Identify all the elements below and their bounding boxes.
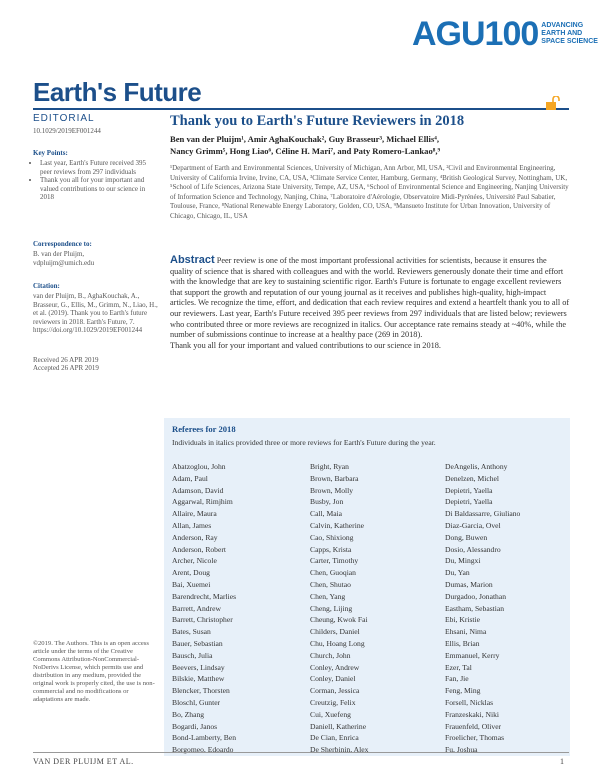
referee-name: Chen, Shutao [310, 579, 351, 589]
referee-name: Bates, Susan [172, 627, 211, 637]
referee-name: Conley, Daniel [310, 674, 356, 684]
page-number: 1 [560, 757, 564, 766]
referee-name: Calvin, Katherine [310, 520, 364, 530]
correspondence-heading: Correspondence to: [33, 240, 92, 248]
referee-name: Di Baldassarre, Giuliano [445, 509, 521, 519]
referee-name: Cao, Shixiong [310, 532, 354, 542]
referee-name: Abatzoglou, John [172, 462, 226, 471]
referee-name: Archer, Nicole [172, 556, 217, 566]
referee-name: Bilskie, Matthew [172, 674, 225, 684]
referees-column-2 [310, 461, 445, 756]
referee-name: Durgadoo, Jonathan [445, 591, 507, 601]
referee-name: Chen, Yang [310, 591, 346, 601]
referees-note: Individuals in italics provided three or more reviews for Earth's Future during the year. [172, 438, 436, 447]
referee-name: Bright, Ryan [310, 462, 349, 471]
referees-column-1 [172, 461, 307, 756]
abstract-label: Abstract [170, 254, 215, 266]
open-access-lock-icon [544, 96, 562, 110]
article-type: EDITORIAL [33, 113, 95, 124]
referee-name: De Sherbinin, Alex [310, 745, 369, 755]
referee-name: Du, Yan [445, 568, 470, 578]
referee-name: Fu, Joshua [445, 745, 478, 755]
key-points [33, 149, 158, 201]
referee-name: Adamson, David [172, 485, 224, 495]
citation [33, 282, 158, 334]
referee-name: Froelicher, Thomas [445, 733, 505, 743]
referee-name: Allaire, Maura [172, 509, 217, 519]
referee-name: Brown, Barbara [310, 473, 359, 483]
referee-name: Du, Mingxi [445, 556, 481, 566]
citation-heading: Citation: [33, 282, 60, 290]
referee-name: Beevers, Lindsay [172, 662, 225, 672]
referee-name: Call, Maia [310, 509, 343, 519]
key-point: • Last year, Earth's Future received 395 peer reviews from 297 individuals [40, 159, 158, 176]
referee-name: Feng, Ming [445, 686, 481, 696]
referee-name: Bond-Lamberty, Ben [172, 733, 237, 743]
referee-name: Adam, Paul [172, 473, 208, 483]
referee-name: Bauer, Sebastian [172, 638, 223, 648]
referee-name: Emmanuel, Kerry [445, 650, 500, 660]
referee-name: Diaz-Garcia, Ovel [445, 520, 501, 530]
referee-name: Aggarwal, Rimjhim [172, 497, 233, 507]
referee-name: Blencker, Thorsten [172, 686, 230, 696]
citation-text: van der Pluijm, B., AghaKouchak, A., Brasseur, G., Ellis, M., Grimm, N., Liao, H., et al. (2019). Thank you to Earth's future reviewers in 2018. Earth's Future, 7. https://doi.org/10.1029/2019EF001244 [33, 292, 158, 335]
referee-name: Daniell, Katherine [310, 721, 367, 731]
key-points-heading: Key Points: [33, 149, 68, 157]
referee-name: Conley, Andrew [310, 662, 360, 672]
accepted-date: Accepted 26 APR 2019 [33, 364, 99, 373]
header-rule [33, 108, 569, 110]
referee-name: Bloschl, Gunter [172, 697, 221, 707]
referee-name: Dosio, Alessandro [445, 544, 501, 554]
referee-name: Depietri, Yaella [445, 497, 493, 507]
correspondence-email[interactable]: vdpluijm@umich.edu [33, 258, 95, 267]
referee-name: Chu, Hoang Long [310, 638, 365, 648]
referee-name: Capps, Krista [310, 544, 352, 554]
logo-tagline: ADVANCING EARTH AND SPACE SCIENCE [541, 22, 598, 45]
referee-name: Ebi, Kristie [445, 615, 481, 625]
referee-name: Anderson, Robert [172, 544, 226, 554]
authors-line-1: Ben van der Pluijm¹, Amir AghaKouchak², Guy Brasseur³, Michael Ellis⁴, [170, 134, 440, 144]
referee-name: Corman, Jessica [310, 686, 360, 696]
referee-name: Barrett, Andrew [172, 603, 221, 613]
referee-name: Borgomeo, Edoardo [172, 745, 234, 755]
referee-name: Barrett, Christopher [172, 615, 233, 625]
logo-wordmark: AGU100 [412, 15, 539, 53]
footer-rule [33, 752, 569, 753]
referees-column-3 [445, 461, 580, 756]
received-date: Received 26 APR 2019 [33, 356, 99, 364]
referee-name: Allan, James [172, 520, 212, 530]
license-text: ©2019. The Authors. This is an open access article under the terms of the Creative Commons Attribution-NonCommercial-NoDerivs License, which permits use and distribution in any medium, provided the original work is properly cited, the use is non-commercial and no modifications or adaptations are made. [33, 640, 155, 703]
referee-name: Depietri, Yaella [445, 485, 493, 495]
referee-name: Fan, Jie [445, 674, 469, 684]
referee-name: Anderson, Ray [172, 532, 218, 542]
referee-name: Ezer, Tal [445, 662, 472, 672]
referee-name: Cui, Xuefeng [310, 709, 351, 719]
license [33, 640, 158, 704]
article-title: Thank you to Earth's Future Reviewers in 2018 [170, 113, 465, 129]
doi: 10.1029/2019EF001244 [33, 127, 101, 135]
referee-name: Ehsani, Nima [445, 627, 487, 637]
dates [33, 356, 158, 373]
referees-heading: Referees for 2018 [172, 424, 236, 434]
referee-name: Bausch, Julia [172, 650, 213, 660]
referee-name: Bo, Zhang [172, 709, 205, 719]
referee-name: Franzeskaki, Niki [445, 709, 499, 719]
referee-name: Bogardi, Janos [172, 721, 218, 731]
abstract-body: Peer review is one of the most important professional activities for scientists, because it ensures the quality of science that is shared with colleagues and with the world. Reviewers generously donate their time and effort with the knowledge that are key to sustaining scientific rigor. Earth's Future is fortunate to engage excellent reviewers that support the growth and reputation of our young journal as it receives and publishes high-quality, high-impact articles. We recognize the time, effort, and dedication that each review requires and extend a heartfelt thank you to all of our reviewers. Last year, Earth's Future received 395 peer reviews from 297 individuals that are listed below; reviewers who contributed three or more reviews are recognized in italics. Our acceptance rate remains steady at ~40%, while the number of submissions continue to increase at a healthy pace (269 in 2018). [170, 256, 570, 340]
referee-name: Arent, Doug [172, 568, 210, 578]
referee-name: Chen, Guoqian [310, 568, 356, 578]
referee-name: Carter, Timothy [310, 556, 359, 566]
referee-name: Eastham, Sebastian [445, 603, 505, 613]
referee-name: Denelzen, Michel [445, 473, 499, 483]
running-footer: VAN DER PLUIJM ET AL. [33, 757, 134, 766]
referee-name: Forsell, Nicklas [445, 697, 494, 707]
correspondence-name: B. van der Pluijm, [33, 250, 85, 259]
referee-name: DeAngelis, Anthony [445, 462, 508, 471]
key-point: • Thank you all for your important and valued contributions to our science in 2018 [40, 176, 158, 201]
referee-name: Barendrecht, Marlies [172, 591, 237, 601]
referee-name: Cheng, Lijing [310, 603, 353, 613]
referee-name: Ellis, Brian [445, 638, 480, 648]
referee-name: Creutzig, Felix [310, 697, 356, 707]
referee-name: De Cian, Enrica [310, 733, 359, 743]
referee-name: Brown, Molly [310, 485, 354, 495]
affiliations: ¹Department of Earth and Environmental Sciences, University of Michigan, Ann Arbor, MI, USA, ²Civil and Environmental Engineering, University of California Irvine, Irvine, CA, USA, ³Climate Service Center, Hamburg, Germany, ⁴British Geological Survey, Nottingham, UK, ⁵School of Life Sciences, Arizona State University, Tempe, AZ, USA, ⁶School of Environmental Science and Engineering, Nanjing University of Information Science and Technology, Nanjing, China, ⁷Laboratoire d'Aérologie, Observatoire Midi-Pyrénées, Université Paul Sabatier, Toulouse, France, ⁸National Renewable Energy Laboratory, Golden, CO, USA, ⁹Mansueto Institute for Urban Innovation, University of Chicago, Chicago, IL, USA [170, 164, 569, 220]
authors-line-2: Nancy Grimm⁵, Hong Liao⁶, Céline H. Mari⁷, and Paty Romero-Lankao⁸,⁹ [170, 146, 441, 156]
agu100-logo [412, 16, 598, 52]
referee-name: Childers, Daniel [310, 627, 360, 637]
referee-name: Church, John [310, 650, 351, 660]
referee-name: Frauenfeld, Oliver [445, 721, 502, 731]
correspondence [33, 240, 158, 267]
referee-name: Busby, Jon [310, 497, 344, 507]
abstract-closing: Thank you all for your important and valued contributions to our science in 2018. [170, 340, 441, 350]
referee-name: Bai, Xuemei [172, 579, 211, 589]
abstract [170, 255, 570, 351]
journal-title: Earth's Future [33, 77, 202, 107]
author-list [170, 133, 570, 157]
referee-name: Dumas, Marion [445, 579, 493, 589]
referee-name: Dong, Buwen [445, 532, 488, 542]
referee-name: Cheung, Kwok Fai [310, 615, 368, 625]
